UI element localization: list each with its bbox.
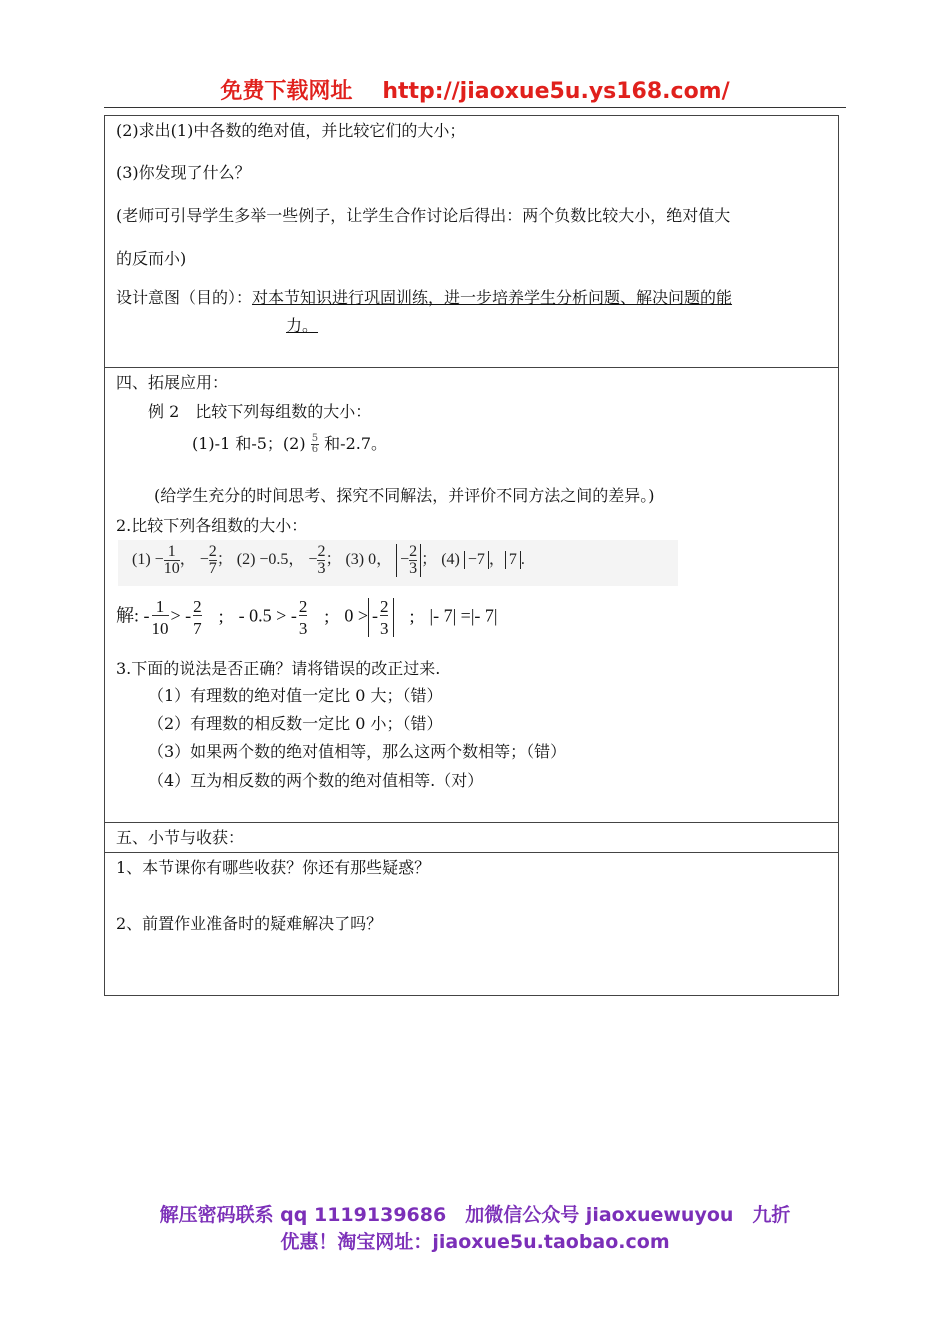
example2-part1: (1)-1 和-5；(2) — [192, 434, 306, 453]
sol-part-3: - 0.5 > - — [238, 605, 297, 626]
ex-item3-label: (3) — [345, 551, 365, 569]
ex-abs-frac: − $\frac{2}{3}$ — [396, 544, 421, 577]
solution-label: 解: — [116, 605, 140, 626]
design-purpose-text-cont: 力。 — [286, 316, 319, 335]
sol-frac-2-num: 2 — [193, 597, 202, 616]
header-url-link[interactable]: http://jiaoxue5u.ys168.com/ — [382, 79, 730, 104]
example2-fraction — [311, 434, 319, 455]
ex-item2-value: −0.5， — [259, 551, 305, 569]
q3-item-2: （2）有理数的相反数一定比 0 小；（错） — [148, 714, 443, 733]
solution-line: 解: - $\frac{1}{10}$ > - $\frac{2}{7}$ ; - 0.5 > - $\frac{2}{3}$ ; 0 > - $\frac{2}{3}$ ; |- 7| =|- 7| — [116, 597, 498, 638]
section5-title: 五、小节与收获： — [116, 828, 245, 847]
example2-frac-num: 5 — [311, 433, 319, 444]
ex-frac-1 — [164, 544, 180, 577]
section3-line2: (3)你发现了什么？ — [116, 163, 251, 182]
section5-q2: 2、前置作业准备时的疑难解决了吗？ — [116, 914, 383, 933]
page-header — [0, 74, 950, 105]
section3-line1: (2)求出(1)中各数的绝对值，并比较它们的大小； — [116, 121, 466, 140]
q3-item-4: （4）互为相反数的两个数的绝对值相等.（对） — [148, 771, 484, 790]
header-divider — [104, 107, 846, 108]
section3-line3: (老师可引导学生多举一些例子，让学生合作讨论后得出：两个负数比较大小，绝对值大 — [116, 206, 731, 225]
sol-frac-2-den: 7 — [193, 615, 202, 637]
ex-item4-label: (4) — [441, 551, 460, 569]
ex-abs-neg7: −7 — [464, 551, 489, 569]
section3-line4: 的反而小) — [116, 249, 187, 268]
sol-frac-2 — [193, 598, 202, 637]
sol-frac-3-num: 2 — [298, 597, 308, 616]
sol-abs: - $\frac{2}{3}$ — [368, 598, 395, 637]
ex-frac-3-num: 2 — [317, 543, 326, 560]
sol-part-4: 0 > — [344, 605, 368, 626]
exercise-image — [118, 540, 678, 586]
q3-item-1: （1）有理数的绝对值一定比 0 大；（错） — [148, 686, 443, 705]
ex-frac-3-den: 3 — [317, 560, 326, 577]
ex-frac-2-num: 2 — [208, 543, 217, 560]
ex-item3-value: 0， — [368, 551, 393, 569]
ex-abs-7: 7 — [505, 551, 521, 569]
ex-frac-3 — [317, 544, 325, 577]
ex-frac-4-num: 2 — [409, 543, 418, 560]
footer-line-2: 优惠！淘宝网址：jiaoxue5u.taobao.com — [280, 1231, 670, 1253]
example2-label: 例 2 比较下列每组数的大小： — [148, 402, 372, 421]
table-cell-discussion — [104, 115, 839, 368]
sol-frac-1-num: 1 — [155, 597, 165, 616]
example2-part2: 和-2.7。 — [324, 434, 388, 453]
ex-item1-label: (1) — [132, 551, 151, 569]
footer-line-1: 解压密码联系 qq 1119139686 加微信公众号 jiaoxuewuyou 九折 — [159, 1204, 791, 1226]
ex-frac-4 — [409, 544, 417, 577]
ex-frac-2 — [209, 544, 217, 577]
section4-title: 四、拓展应用： — [116, 373, 229, 392]
design-purpose — [116, 288, 732, 308]
section5-q1: 1、本节课你有哪些收获？你还有那些疑惑？ — [116, 858, 431, 877]
ex-item2-label: (2) — [236, 551, 256, 569]
sol-frac-1-den: 10 — [152, 615, 169, 637]
q2-title: 2.比较下列各组数的大小： — [116, 516, 308, 535]
sol-frac-3 — [299, 598, 308, 637]
q3-item-3: （3）如果两个数的绝对值相等，那么这两个数相等；（错） — [148, 742, 567, 761]
ex-frac-2-den: 7 — [208, 560, 217, 577]
example2-question — [192, 434, 387, 455]
sol-frac-1 — [152, 598, 169, 637]
sol-frac-3-den: 3 — [299, 615, 308, 637]
ex-frac-1-num: 1 — [167, 543, 176, 560]
design-purpose-text: 对本节知识进行巩固训练，进一步培养学生分析问题、解决问题的能 — [252, 288, 733, 307]
design-purpose-label: 设计意图（目的）： — [116, 288, 253, 307]
sol-part-5: |- 7| =|- 7| — [429, 605, 498, 626]
sol-frac-4-den: 3 — [380, 615, 389, 637]
header-site-label: 免费下载网址 — [220, 79, 353, 104]
teacher-note: (给学生充分的时间思考、探究不同解法，并评价不同方法之间的差异。) — [154, 486, 655, 505]
ex-frac-1-den: 10 — [163, 560, 180, 577]
example2-frac-den: 6 — [311, 444, 319, 455]
sol-frac-4 — [380, 598, 389, 637]
exercise-row: (1) − $\frac{1}{10}$ ， − $\frac{2}{7}$ ； (2) −0.5， − $\frac{2}{3}$ ； (3) 0， − $\frac{2}{3}$ ； (4) −7 ， 7 . — [132, 543, 525, 577]
q3-title: 3.下面的说法是否正确？请将错误的改正过来. — [116, 659, 441, 678]
ex-frac-4-den: 3 — [409, 560, 418, 577]
sol-frac-4-num: 2 — [379, 597, 389, 616]
